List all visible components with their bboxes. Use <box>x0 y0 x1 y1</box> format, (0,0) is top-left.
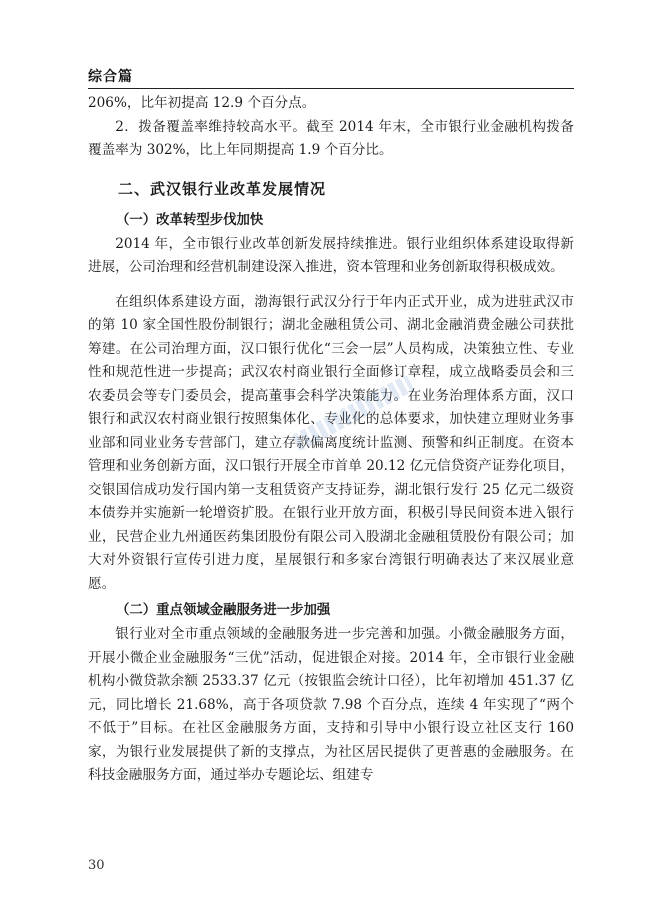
paragraph-provision-coverage: 2．拨备覆盖率维持较高水平。截至 2014 年末，全市银行业金融机构拨备覆盖率为 302%，比上年同期提高 1.9 个百分比。 <box>88 118 574 158</box>
paragraph-key-areas: 银行业对全市重点领域的金融服务进一步完善和加强。小微金融服务方面，开展小微企业金融服务“三优”活动，促进银企对接。2014 年，全市银行业金融机构小微贷款余额 2533.37 亿元（按银监会统计口径），比年初增加 451.37 亿元，同比增长 21.68%，高于各项贷款 7.98 个百分点，连续 4 年实现了“两个不低于”目标。在社区金融服务方面，支持和引导中小银行设立社区支行 160 家，为银行业发展提供了新的支撑点，为社区居民提供了更普惠的金融服务。在科技金融服务方面，通过举办专题论坛、组建专 <box>88 626 574 783</box>
page-number: 30 <box>88 858 105 873</box>
running-header: 综合篇 <box>88 69 133 85</box>
section-heading: 二、武汉银行业改革发展情况 <box>118 179 327 198</box>
paragraph-gap <box>88 280 574 291</box>
paragraph-reform-details: 在组织体系建设方面，渤海银行武汉分行于年内正式开业，成为进驻武汉市的第 10 家全国性股份制银行；湖北金融租赁公司、湖北金融消费金融公司获批筹建。在公司治理方面，汉口银行优化“三会一层”人员构成，决策独立性、专业性和规范性进一步提高；武汉农村商业银行全面修订章程，成立战略委员会和三农委员会等专门委员会，提高董事会科学决策能力。在业务治理体系方面，汉口银行和武汉农村商业银行按照集体化、专业化的总体要求，加快建立理财业务事业部和同业业务专营部门，建立存款偏离度统计监测、预警和纠正制度。在资本管理和业务创新方面，汉口银行开展全市首单 20.12 亿元信贷资产证券化项目，交银国信成功发行国内第一支租赁资产支持证券，湖北银行发行 25 亿元二级资本债券并实施新一轮增资扩股。在银行业开放方面，积极引导民间资本进入银行业，民营企业九州通医药集团股份有限公司入股湖北金融租赁股份有限公司；加大对外资银行宣传引进力度，星展银行和多家台湾银行明确表达了来汉展业意愿。 <box>88 293 574 592</box>
paragraph-reform-overview: 2014 年，全市银行业改革创新发展持续推进。银行业组织体系建设取得新进展，公司治理和经营机制建设深入推进，资本管理和业务创新取得积极成效。 <box>88 235 574 275</box>
body-text <box>88 92 574 788</box>
header-rule <box>88 88 574 89</box>
subsection-heading-reform: （一）改革转型步伐加快 <box>116 212 264 228</box>
subsection-heading-key-areas: （二）重点领域金融服务进一步加强 <box>116 603 331 618</box>
paragraph-continuation: 206%，比年初提高 12.9 个百分点。 <box>88 95 316 111</box>
